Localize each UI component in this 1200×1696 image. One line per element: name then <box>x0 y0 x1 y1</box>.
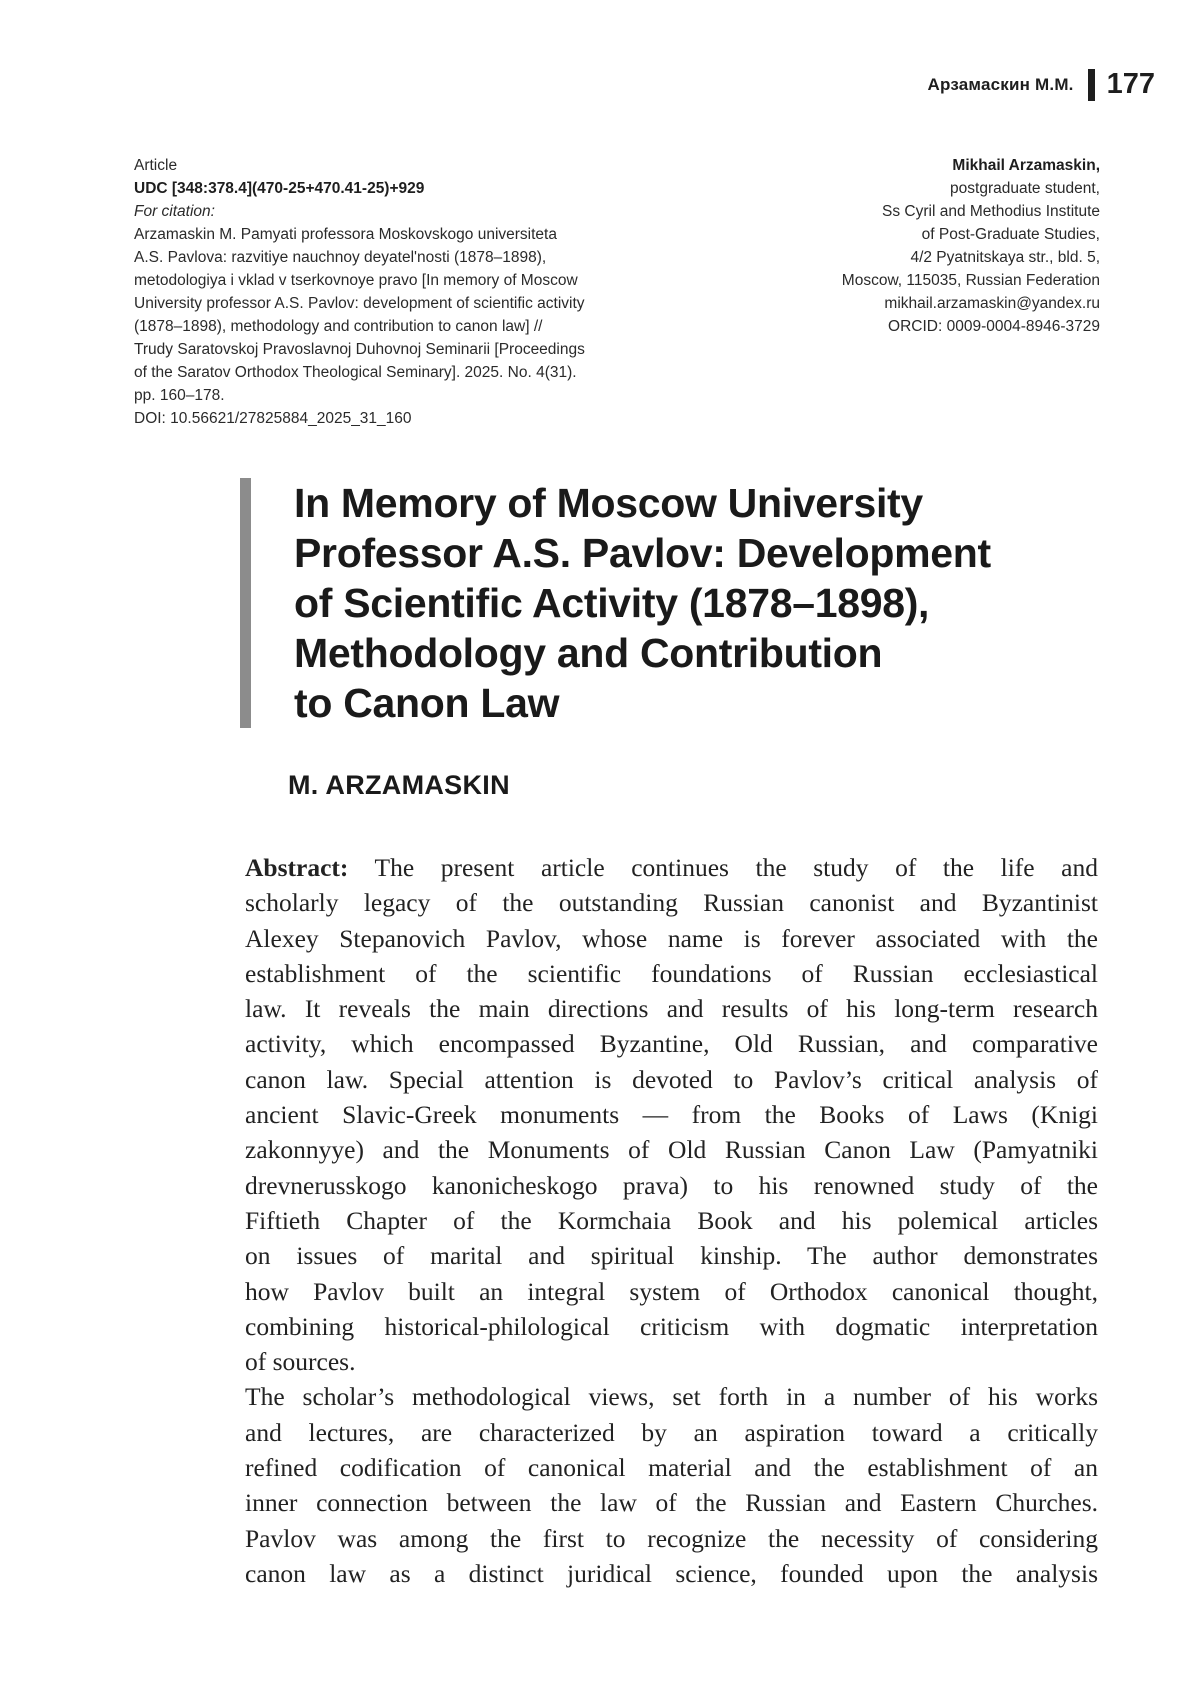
abstract-line: establishment of the scientific foundations of Russian ecclesiastical <box>245 958 1098 988</box>
article-title <box>240 478 1154 728</box>
title-line: In Memory of Moscow University <box>294 480 923 526</box>
author-address: Moscow, 115035, Russian Federation <box>841 272 1100 289</box>
title-line: Methodology and Contribution <box>294 630 883 676</box>
abstract-line: drevnerusskogo kanonicheskogo prava) to his renowned study of the <box>245 1170 1098 1200</box>
author-affiliation: of Post-Graduate Studies, <box>921 226 1100 243</box>
abstract-line: zakonnyye) and the Monuments of Old Russian Canon Law (Pamyatniki <box>245 1135 1098 1165</box>
abstract-label: Abstract: <box>245 853 349 882</box>
author-name: Mikhail Arzamaskin, <box>952 157 1100 174</box>
abstract-line: refined codification of canonical material and the establishment of an <box>245 1453 1098 1483</box>
abstract-line: and lectures, are characterized by an aspiration toward a critically <box>245 1417 1098 1447</box>
author-address: 4/2 Pyatnitskaya str., bld. 5, <box>910 249 1100 266</box>
abstract-line: ancient Slavic-Greek monuments — from the Books of Laws (Knigi <box>245 1100 1098 1130</box>
citation-line: University professor A.S. Pavlov: development of scientific activity <box>134 295 585 312</box>
title-line: Professor A.S. Pavlov: Development <box>294 530 991 576</box>
abstract-line: Fiftieth Chapter of the Kormchaia Book and his polemical articles <box>245 1205 1098 1235</box>
udc-code: UDC [348:378.4](470-25+470.41-25)+929 <box>134 180 425 197</box>
abstract <box>245 850 1098 1591</box>
abstract-line: activity, which encompassed Byzantine, Old Russian, and comparative <box>245 1029 1098 1059</box>
author-email: mikhail.arzamaskin@yandex.ru <box>884 295 1100 312</box>
abstract-line: Alexey Stepanovich Pavlov, whose name is forever associated with the <box>245 923 1098 953</box>
citation-line: Trudy Saratovskoj Pravoslavnoj Duhovnoj Seminarii [Proceedings <box>134 341 585 358</box>
citation-line: metodologiya i vklad v tserkovnoye pravo [In memory of Moscow <box>134 272 578 289</box>
author-orcid: ORCID: 0009-0004-8946-3729 <box>888 318 1100 335</box>
citation-line: of the Saratov Orthodox Theological Seminary]. 2025. No. 4(31). <box>134 364 577 381</box>
running-head-divider <box>1088 69 1095 101</box>
running-head <box>928 68 1156 101</box>
citation-block <box>134 154 634 430</box>
author-position: postgraduate student, <box>950 180 1100 197</box>
abstract-line: law. It reveals the main directions and results of his long-term research <box>245 994 1098 1024</box>
citation-line: A.S. Pavlova: razvitiye nauchnoy deyatel'nosti (1878–1898), <box>134 249 547 266</box>
citation-line: (1878–1898), methodology and contribution to canon law] // <box>134 318 543 335</box>
doi: DOI: 10.56621/27825884_2025_31_160 <box>134 410 412 427</box>
title-line: of Scientific Activity (1878–1898), <box>294 580 930 626</box>
abstract-line: canon law as a distinct juridical science, founded upon the analysis <box>245 1558 1098 1588</box>
author-affiliation: Ss Cyril and Methodius Institute <box>882 203 1100 220</box>
citation-line: Arzamaskin M. Pamyati professora Moskovskogo universiteta <box>134 226 557 243</box>
page-number: 177 <box>1106 68 1155 100</box>
abstract-first-line: The present article continues the study of the life and <box>374 853 1098 882</box>
abstract-line <box>245 850 1098 885</box>
abstract-line: combining historical-philological criticism with dogmatic interpretation <box>245 1311 1098 1341</box>
author-info-block <box>680 154 1100 338</box>
byline: M. ARZAMASKIN <box>288 770 510 800</box>
title-line: to Canon Law <box>294 680 560 726</box>
abstract-line: Pavlov was among the first to recognize the necessity of considering <box>245 1523 1098 1553</box>
abstract-line: of sources. <box>245 1347 356 1377</box>
abstract-line: scholarly legacy of the outstanding Russian canonist and Byzantinist <box>245 888 1098 918</box>
article-type: Article <box>134 157 178 174</box>
abstract-line: how Pavlov built an integral system of Orthodox canonical thought, <box>245 1276 1098 1306</box>
abstract-line: The scholar’s methodological views, set forth in a number of his works <box>245 1382 1098 1412</box>
running-head-author: Арзамаскин М.М. <box>927 74 1074 94</box>
citation-label: For citation: <box>134 203 215 220</box>
abstract-line: on issues of marital and spiritual kinship. The author demonstrates <box>245 1241 1098 1271</box>
citation-line: pp. 160–178. <box>134 387 225 404</box>
abstract-line: canon law. Special attention is devoted to Pavlov’s critical analysis of <box>245 1064 1098 1094</box>
abstract-line: inner connection between the law of the Russian and Eastern Churches. <box>245 1488 1098 1518</box>
